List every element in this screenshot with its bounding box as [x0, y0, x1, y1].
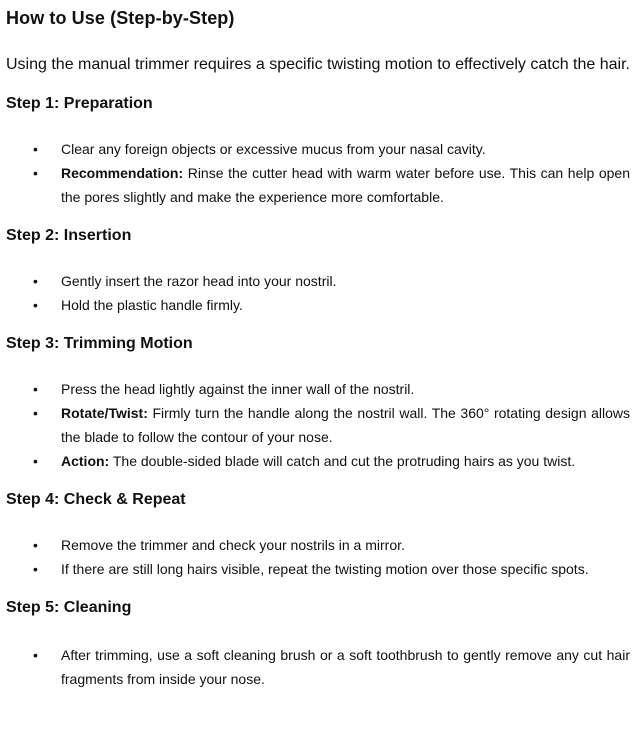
list-item	[6, 449, 634, 473]
list-item	[6, 161, 634, 209]
step-4-heading: Step 4: Check & Repeat	[6, 491, 186, 508]
bullet-text: Clear any foreign objects or excessive mucus from your nasal cavity.	[61, 141, 486, 157]
intro-paragraph: Using the manual trimmer requires a specific twisting motion to effectively catch the hair.	[6, 56, 630, 73]
step-3-section	[6, 333, 634, 473]
bullet-lead: Recommendation:	[61, 165, 184, 181]
bullet-text: After trimming, use a soft cleaning brush or a soft toothbrush to gently remove any cut hair fragments from inside your nose.	[61, 647, 630, 687]
step-1-section	[6, 93, 634, 209]
list-item	[6, 401, 634, 449]
list-item	[6, 269, 634, 293]
bullet-icon: •	[33, 647, 38, 663]
bullet-icon: •	[33, 405, 38, 421]
bullet-text: If there are still long hairs visible, repeat the twisting motion over those specific spots.	[61, 561, 589, 577]
bullet-icon: •	[33, 381, 38, 397]
bullet-text: Press the head lightly against the inner wall of the nostril.	[61, 381, 415, 397]
step-5-section	[6, 597, 634, 691]
bullet-icon: •	[33, 537, 38, 553]
list-item	[6, 293, 634, 317]
step-1-bullet-list	[6, 137, 634, 209]
bullet-text: Hold the plastic handle firmly.	[61, 297, 243, 313]
step-2-heading: Step 2: Insertion	[6, 227, 132, 244]
bullet-icon: •	[33, 273, 38, 289]
step-2-bullet-list	[6, 269, 634, 317]
step-4-bullet-list	[6, 533, 634, 581]
bullet-text: Firmly turn the handle along the nostril wall. The 360° rotating design allows the blade to follow the contour of your nose.	[61, 405, 630, 445]
bullet-icon: •	[33, 165, 38, 181]
list-item	[6, 557, 634, 581]
step-4-section	[6, 489, 634, 581]
list-item	[6, 533, 634, 557]
bullet-icon: •	[33, 561, 38, 577]
bullet-text: Remove the trimmer and check your nostrils in a mirror.	[61, 537, 405, 553]
step-5-bullet-list	[6, 643, 634, 691]
bullet-icon: •	[33, 297, 38, 313]
bullet-lead: Rotate/Twist:	[61, 405, 148, 421]
bullet-lead: Action:	[61, 453, 110, 469]
step-3-heading: Step 3: Trimming Motion	[6, 335, 193, 352]
step-1-heading: Step 1: Preparation	[6, 95, 153, 112]
bullet-text: Rinse the cutter head with warm water before use. This can help open the pores slightly and make the experience more comfortable.	[61, 165, 630, 205]
bullet-icon: •	[33, 141, 38, 157]
list-item	[6, 643, 634, 691]
bullet-icon: •	[33, 453, 38, 469]
list-item	[6, 137, 634, 161]
list-item	[6, 377, 634, 401]
page-title: How to Use (Step-by-Step)	[6, 8, 235, 28]
step-2-section	[6, 225, 634, 317]
step-5-heading: Step 5: Cleaning	[6, 599, 132, 616]
bullet-text: Gently insert the razor head into your nostril.	[61, 273, 337, 289]
step-3-bullet-list	[6, 377, 634, 473]
bullet-text: The double-sided blade will catch and cut the protruding hairs as you twist.	[109, 453, 576, 469]
